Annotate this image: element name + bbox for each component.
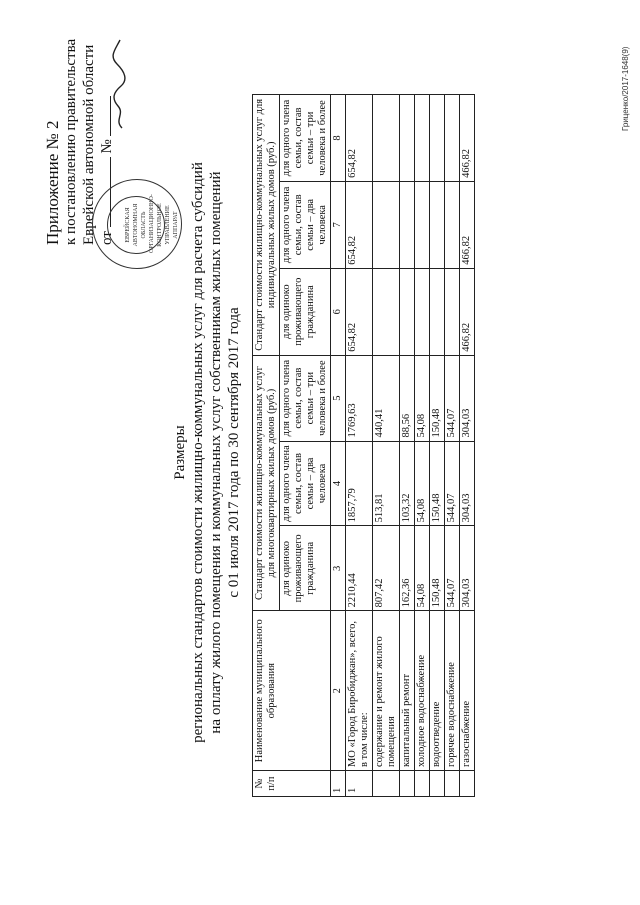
row-value: 54,08 <box>415 441 430 526</box>
stamp-inner <box>107 194 179 254</box>
row-value: 103,32 <box>400 441 415 526</box>
row-value: 440,41 <box>373 355 400 441</box>
row-value: 654,82 <box>346 268 373 355</box>
header-num: № п/п <box>253 771 331 797</box>
header-group-izhd: Стандарт стоимости жилищно-коммунальных услуг для индивидуальных жилых домов (руб.) <box>253 95 280 356</box>
row-value <box>373 181 400 268</box>
row-value <box>373 268 400 355</box>
row-value <box>445 268 460 355</box>
row-value <box>400 181 415 268</box>
row-value <box>415 268 430 355</box>
header-sub-4: для одиноко проживающего гражданина <box>280 268 331 355</box>
row-value <box>430 181 445 268</box>
row-name: капитальный ремонт <box>400 611 415 771</box>
handwritten-signature <box>112 38 126 130</box>
row-name: холодное водоснабжение <box>415 611 430 771</box>
table-row <box>415 95 430 797</box>
annex-line-2: Еврейской автономной области <box>81 44 97 245</box>
row-name: содержание и ремонт жилого помещения <box>373 611 400 771</box>
row-name: водоотведение <box>430 611 445 771</box>
header-sub-2: для одного члена семьи, состав семьи – два человека <box>280 441 331 526</box>
row-value: 466,82 <box>460 268 475 355</box>
row-value: 807,42 <box>373 526 400 611</box>
row-value: 304,03 <box>460 526 475 611</box>
column-index-row <box>331 95 346 797</box>
table-row <box>346 95 373 797</box>
row-value: 466,82 <box>460 95 475 182</box>
row-value <box>373 95 400 182</box>
annex-date-prefix: от <box>99 227 115 245</box>
row-num <box>445 771 460 797</box>
footer-reference: Гриценко/2017-1648(9) <box>621 46 630 131</box>
row-num: 1 <box>346 771 373 797</box>
row-value <box>415 181 430 268</box>
row-value <box>445 95 460 182</box>
row-value: 150,48 <box>430 355 445 441</box>
row-value <box>400 95 415 182</box>
row-value: 304,03 <box>460 355 475 441</box>
index-cell: 8 <box>331 95 346 182</box>
row-value: 54,08 <box>415 526 430 611</box>
row-value <box>415 95 430 182</box>
row-name: горячее водоснабжение <box>445 611 460 771</box>
annex-line-1: к постановлению правительства <box>63 38 79 245</box>
row-value: 513,81 <box>373 441 400 526</box>
row-num <box>373 771 400 797</box>
index-cell: 1 <box>331 771 346 797</box>
row-name: МО «Город Биробиджан», всего, в том числе: <box>346 611 373 771</box>
header-sub-5: для одного члена семьи, состав семьи – два человека <box>280 181 331 268</box>
row-value <box>400 268 415 355</box>
row-value <box>445 181 460 268</box>
row-value: 544,07 <box>445 355 460 441</box>
row-value: 1769,63 <box>346 355 373 441</box>
table-row <box>373 95 400 797</box>
index-cell: 2 <box>331 611 346 771</box>
row-value: 304,03 <box>460 441 475 526</box>
row-value: 466,82 <box>460 181 475 268</box>
row-value: 150,48 <box>430 526 445 611</box>
row-value: 88,56 <box>400 355 415 441</box>
stamp-text: ЕВРЕЙСКАЯ АВТОНОМНАЯ ОБЛАСТЬ ОРГАНИЗАЦИОННО-КОНТРОЛЬНОЕ УПРАВЛЕНИЕ АППАРАТ <box>125 194 179 253</box>
table-row <box>445 95 460 797</box>
heading-line-3: на оплату жилого помещения и коммунальных услуг собственникам жилых помещений <box>208 171 224 734</box>
row-value: 654,82 <box>346 95 373 182</box>
annex-number-label: № <box>99 135 115 158</box>
row-value <box>430 268 445 355</box>
row-num <box>430 771 445 797</box>
row-value: 150,48 <box>430 441 445 526</box>
row-name: газоснабжение <box>460 611 475 771</box>
row-value <box>430 95 445 182</box>
table-row <box>400 95 415 797</box>
row-num <box>460 771 475 797</box>
row-num <box>415 771 430 797</box>
heading-line-4: с 01 июля 2017 года по 30 сентября 2017 года <box>226 307 242 598</box>
row-value: 544,07 <box>445 441 460 526</box>
standards-table <box>252 94 475 797</box>
header-sub-3: для одного члена семьи, состав семьи – три человека и более <box>280 355 331 441</box>
row-value: 162,36 <box>400 526 415 611</box>
header-row-groups <box>253 95 280 797</box>
row-value: 654,82 <box>346 181 373 268</box>
row-value: 54,08 <box>415 355 430 441</box>
official-stamp <box>92 179 182 269</box>
row-value: 1857,79 <box>346 441 373 526</box>
header-name: Наименование муниципального образования <box>253 611 331 771</box>
row-num <box>400 771 415 797</box>
header-group-mkd: Стандарт стоимости жилищно-коммунальных услуг для многоквартирных жилых домов (руб.) <box>253 355 280 611</box>
row-value: 544,07 <box>445 526 460 611</box>
row-value: 2210,44 <box>346 526 373 611</box>
index-cell: 6 <box>331 268 346 355</box>
heading-line-2: региональных стандартов стоимости жилищно-коммунальных услуг для расчета субсидий <box>190 162 206 743</box>
index-cell: 5 <box>331 355 346 441</box>
header-sub-6: для одного члена семьи, состав семьи – три человека и более <box>280 95 331 182</box>
annex-title: Приложение № 2 <box>43 120 62 245</box>
table-row <box>430 95 445 797</box>
header-sub-1: для одиноко проживающего гражданина <box>280 526 331 611</box>
document-heading <box>171 0 243 905</box>
index-cell: 4 <box>331 441 346 526</box>
index-cell: 7 <box>331 181 346 268</box>
index-cell: 3 <box>331 526 346 611</box>
table-row <box>460 95 475 797</box>
heading-line-1: Размеры <box>172 425 188 480</box>
